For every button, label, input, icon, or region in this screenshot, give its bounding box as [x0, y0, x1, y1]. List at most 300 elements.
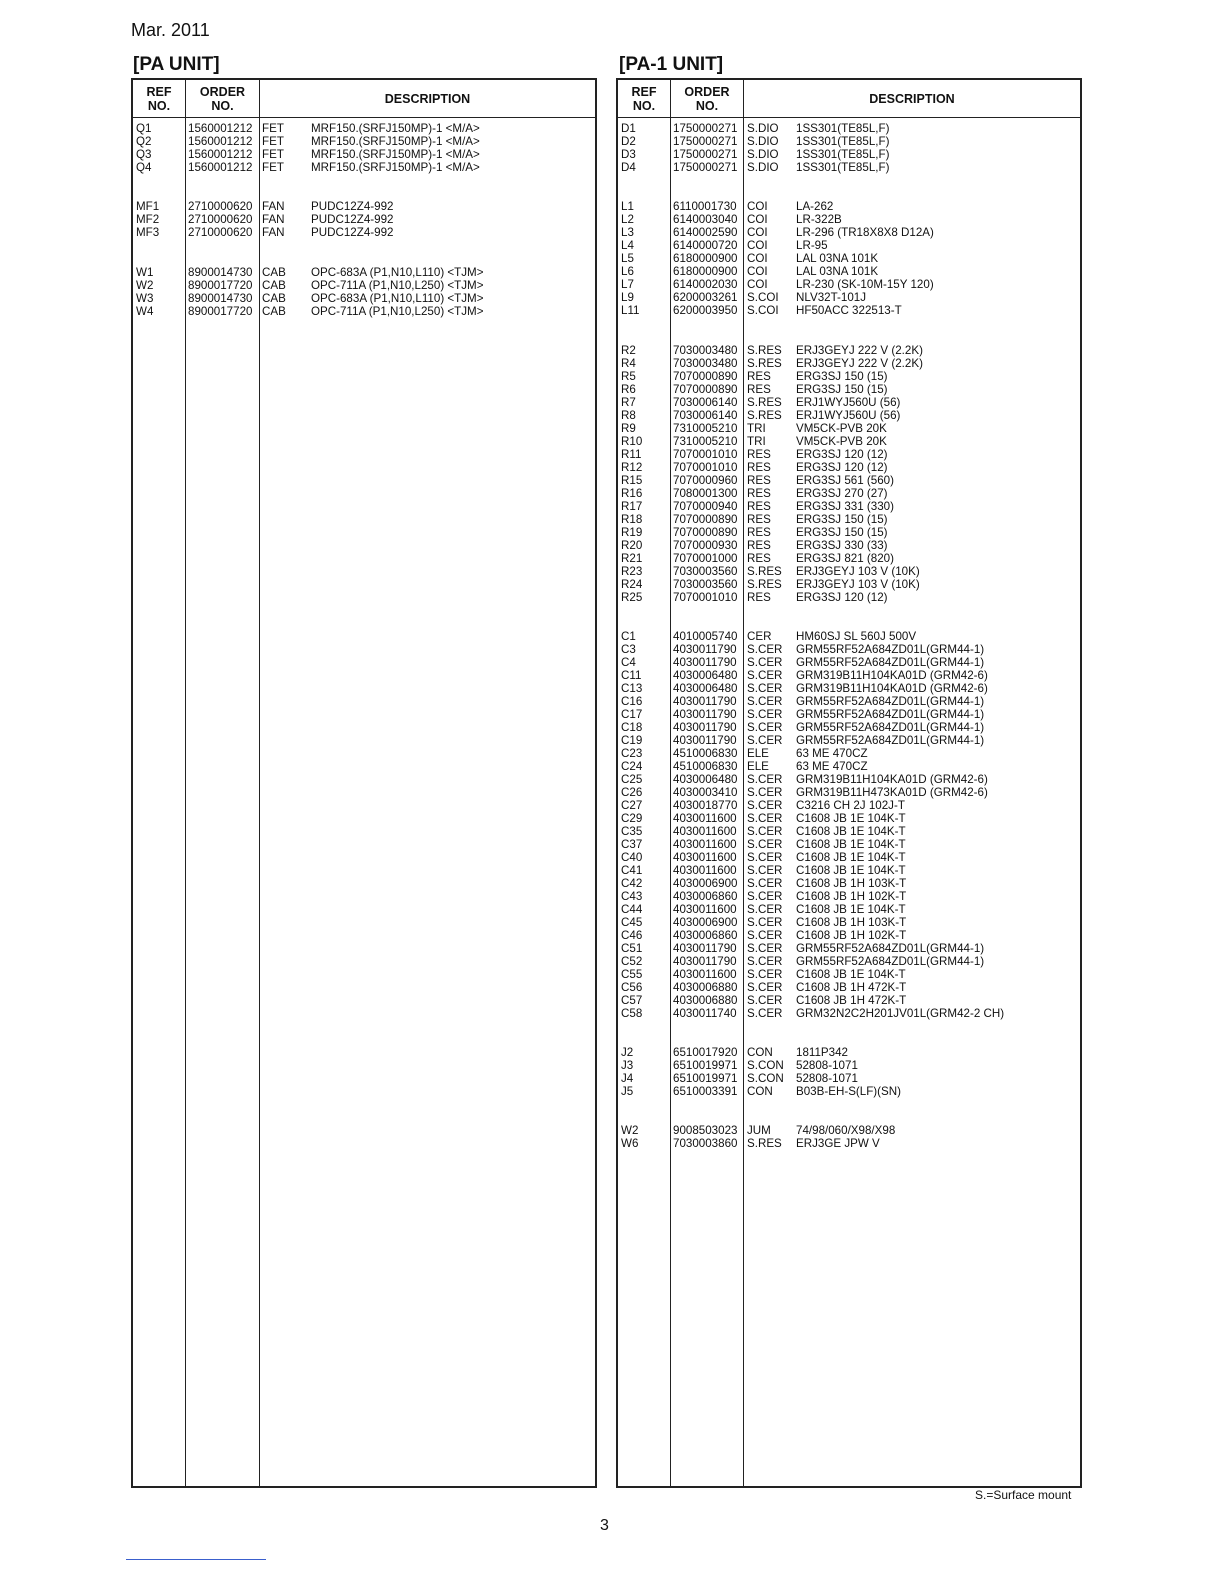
unit-title-pa1: [PA-1 UNIT]: [619, 54, 724, 75]
cell-order: 7070001010: [673, 590, 738, 604]
cell-desc: C1608 JB 1E 104K-T: [796, 837, 906, 851]
cell-ref: R18: [621, 512, 643, 526]
cell-type: RES: [747, 460, 771, 474]
cell-type: S.RES: [747, 343, 782, 357]
cell-type: RES: [747, 538, 771, 552]
cell-desc: NLV32T-101J: [796, 291, 867, 305]
table-row: [133, 148, 595, 161]
table-row: [618, 487, 1080, 500]
cell-order: 7070001010: [673, 447, 738, 461]
cell-ref: L4: [621, 239, 634, 253]
cell-desc: 52808-1071: [796, 1059, 858, 1073]
cell-order: 7030003560: [673, 577, 738, 591]
cell-type: FET: [262, 135, 284, 148]
cell-ref: Q2: [136, 135, 152, 148]
cell-type: FAN: [262, 213, 285, 227]
cell-ref: C27: [621, 798, 643, 812]
cell-ref: C43: [621, 889, 643, 903]
cell-type: FAN: [262, 226, 285, 240]
cell-order: 1560001212: [188, 148, 253, 161]
cell-desc: GRM55RF52A684ZD01L(GRM44-1): [796, 707, 985, 721]
table-row: [618, 461, 1080, 474]
table-rows: [133, 122, 595, 318]
cell-type: COI: [747, 265, 768, 279]
table-row: [618, 773, 1080, 786]
cell-desc: ERG3SJ 120 (12): [796, 460, 888, 474]
cell-type: S.CER: [747, 902, 783, 916]
cell-ref: L2: [621, 213, 634, 227]
cell-desc: HM60SJ SL 560J 500V: [796, 629, 917, 643]
cell-ref: C52: [621, 954, 643, 968]
table-row: [618, 929, 1080, 942]
cell-ref: C11: [621, 668, 642, 682]
table-row: [618, 838, 1080, 851]
cell-ref: W6: [621, 1137, 639, 1151]
cell-ref: C40: [621, 850, 643, 864]
cell-desc: ERJ3GEYJ 222 V (2.2K): [796, 343, 923, 357]
cell-ref: R21: [621, 551, 643, 565]
table-row: [618, 760, 1080, 773]
cell-desc: LAL 03NA 101K: [796, 265, 879, 279]
cell-ref: C4: [621, 655, 636, 669]
cell-type: FAN: [262, 200, 285, 214]
cell-type: S.DIO: [747, 161, 779, 174]
cell-type: RES: [747, 499, 771, 513]
header-ref-no: REF NO.: [631, 84, 657, 113]
cell-ref: C3: [621, 642, 636, 656]
cell-desc: MRF150.(SRFJ150MP)-1 <M/A>: [311, 161, 480, 174]
cell-type: CON: [747, 1085, 773, 1099]
table-row: [618, 1072, 1080, 1085]
cell-type: S.CER: [747, 772, 783, 786]
cell-order: 7070000890: [673, 369, 738, 383]
cell-type: CAB: [262, 265, 286, 279]
cell-desc: PUDC12Z4-992: [311, 200, 394, 214]
cell-desc: LAL 03NA 101K: [796, 252, 879, 266]
cell-type: S.CER: [747, 993, 783, 1007]
table-row: [618, 682, 1080, 695]
table-row: [618, 656, 1080, 669]
cell-order: 7070000890: [673, 512, 738, 526]
cell-type: S.DIO: [747, 148, 779, 161]
cell-order: 6510003391: [673, 1085, 738, 1099]
cell-type: S.COI: [747, 304, 779, 318]
cell-order: 4030011790: [673, 720, 737, 734]
cell-ref: R5: [621, 369, 636, 383]
cell-ref: R25: [621, 590, 643, 604]
cell-desc: VM5CK-PVB 20K: [796, 434, 887, 448]
cell-order: 4030011600: [673, 967, 737, 981]
cell-order: 4030006480: [673, 681, 738, 695]
table-row: [618, 200, 1080, 213]
cell-desc: C3216 CH 2J 102J-T: [796, 798, 905, 812]
cell-desc: ERG3SJ 150 (15): [796, 369, 888, 383]
cell-desc: LR-322B: [796, 213, 842, 227]
table-row: [618, 1124, 1080, 1137]
table-row: [618, 565, 1080, 578]
cell-type: S.CER: [747, 668, 783, 682]
table-row: [133, 305, 595, 318]
table-row: [618, 695, 1080, 708]
table-row: [618, 864, 1080, 877]
table-row: [618, 1007, 1080, 1020]
cell-desc: GRM55RF52A684ZD01L(GRM44-1): [796, 694, 985, 708]
cell-ref: Q1: [136, 122, 152, 135]
cell-order: 1750000271: [673, 135, 738, 148]
table-row: [618, 630, 1080, 643]
cell-order: 4030011600: [673, 850, 737, 864]
cell-ref: L9: [621, 291, 634, 305]
table-row: [618, 448, 1080, 461]
cell-order: 6140002030: [673, 278, 738, 292]
cell-ref: R12: [621, 460, 643, 474]
cell-type: S.CER: [747, 980, 783, 994]
cell-order: 4030006880: [673, 980, 738, 994]
cell-order: 4030006860: [673, 889, 738, 903]
cell-ref: J5: [621, 1085, 634, 1099]
cell-type: S.CER: [747, 1006, 783, 1020]
group-spacer: [133, 239, 595, 265]
table-row: [618, 747, 1080, 760]
cell-ref: J3: [621, 1059, 634, 1073]
cell-desc: MRF150.(SRFJ150MP)-1 <M/A>: [311, 122, 480, 135]
cell-type: S.CON: [747, 1059, 784, 1073]
table-row: [618, 304, 1080, 317]
cell-ref: C44: [621, 902, 643, 916]
cell-order: 7030003860: [673, 1137, 738, 1151]
cell-desc: GRM55RF52A684ZD01L(GRM44-1): [796, 954, 985, 968]
cell-order: 1750000271: [673, 161, 738, 174]
cell-ref: C42: [621, 876, 643, 890]
cell-desc: C1608 JB 1E 104K-T: [796, 902, 906, 916]
cell-desc: 74/98/060/X98/X98: [796, 1124, 896, 1138]
cell-desc: LR-95: [796, 239, 828, 253]
cell-order: 7080001300: [673, 486, 738, 500]
cell-desc: OPC-683A (P1,N10,L110) <TJM>: [311, 265, 484, 279]
cell-order: 6110001730: [673, 200, 737, 214]
cell-ref: R4: [621, 356, 636, 370]
table-row: [618, 942, 1080, 955]
cell-order: 1560001212: [188, 135, 253, 148]
cell-ref: R16: [621, 486, 643, 500]
cell-ref: C29: [621, 811, 643, 825]
table-row: [133, 161, 595, 174]
table-row: [618, 435, 1080, 448]
table-row: [618, 357, 1080, 370]
cell-ref: L7: [621, 278, 634, 292]
cell-order: 4030011790: [673, 655, 737, 669]
cell-type: RES: [747, 525, 771, 539]
cell-order: 4030006860: [673, 928, 738, 942]
cell-type: S.RES: [747, 395, 782, 409]
cell-ref: R24: [621, 577, 643, 591]
cell-type: S.CER: [747, 811, 783, 825]
cell-type: S.CER: [747, 863, 783, 877]
cell-desc: LR-296 (TR18X8X8 D12A): [796, 226, 934, 240]
cell-type: S.CER: [747, 967, 783, 981]
cell-desc: MRF150.(SRFJ150MP)-1 <M/A>: [311, 148, 480, 161]
table-row: [618, 122, 1080, 135]
cell-desc: MRF150.(SRFJ150MP)-1 <M/A>: [311, 135, 480, 148]
cell-ref: Q4: [136, 161, 152, 174]
cell-type: CAB: [262, 291, 286, 305]
cell-ref: L3: [621, 226, 634, 240]
group-spacer: [618, 174, 1080, 200]
cell-ref: C41: [621, 863, 643, 877]
cell-type: S.CER: [747, 720, 783, 734]
page-number: 3: [600, 1517, 609, 1534]
cell-desc: C1608 JB 1H 472K-T: [796, 993, 907, 1007]
cell-desc: C1608 JB 1E 104K-T: [796, 811, 906, 825]
cell-type: COI: [747, 200, 768, 214]
cell-desc: GRM55RF52A684ZD01L(GRM44-1): [796, 642, 985, 656]
cell-desc: ERJ1WYJ560U (56): [796, 408, 901, 422]
cell-type: RES: [747, 473, 771, 487]
cell-desc: GRM319B11H104KA01D (GRM42-6): [796, 668, 988, 682]
cell-ref: J4: [621, 1072, 634, 1086]
cell-order: 2710000620: [188, 200, 253, 214]
cell-desc: ERJ3GEYJ 103 V (10K): [796, 564, 920, 578]
cell-type: FET: [262, 161, 284, 174]
cell-desc: GRM32N2C2H201JV01L(GRM42-2 CH): [796, 1006, 1005, 1020]
table-row: [618, 1137, 1080, 1150]
cell-order: 4030011600: [673, 863, 737, 877]
cell-order: 6140003040: [673, 213, 738, 227]
cell-desc: LR-230 (SK-10M-15Y 120): [796, 278, 934, 292]
cell-ref: C57: [621, 993, 643, 1007]
cell-type: RES: [747, 590, 771, 604]
cell-ref: C37: [621, 837, 643, 851]
cell-order: 8900017720: [188, 278, 253, 292]
cell-ref: R9: [621, 421, 636, 435]
cell-order: 7030003480: [673, 343, 738, 357]
cell-desc: GRM55RF52A684ZD01L(GRM44-1): [796, 655, 985, 669]
cell-order: 1560001212: [188, 122, 253, 135]
cell-type: S.CER: [747, 655, 783, 669]
cell-ref: D3: [621, 148, 636, 161]
cell-desc: GRM319B11H473KA01D (GRM42-6): [796, 785, 988, 799]
cell-order: 4030011600: [673, 824, 737, 838]
cell-ref: C55: [621, 967, 643, 981]
cell-desc: C1608 JB 1H 102K-T: [796, 889, 907, 903]
cell-type: S.RES: [747, 1137, 782, 1151]
cell-type: S.CER: [747, 681, 783, 695]
cell-ref: C18: [621, 720, 643, 734]
cell-type: S.CON: [747, 1072, 784, 1086]
table-row: [133, 266, 595, 279]
cell-order: 7070001000: [673, 551, 738, 565]
table-row: [618, 252, 1080, 265]
table-row: [618, 851, 1080, 864]
cell-ref: L5: [621, 252, 634, 266]
cell-type: JUM: [747, 1124, 771, 1138]
cell-desc: 63 ME 470CZ: [796, 746, 868, 760]
cell-order: 4030011740: [673, 1006, 737, 1020]
cell-order: 7070001010: [673, 460, 738, 474]
cell-order: 4010005740: [673, 629, 738, 643]
table-row: [618, 422, 1080, 435]
cell-ref: R19: [621, 525, 643, 539]
cell-desc: ERG3SJ 120 (12): [796, 447, 888, 461]
cell-ref: MF2: [136, 213, 160, 227]
cell-type: COI: [747, 239, 768, 253]
cell-ref: R15: [621, 473, 643, 487]
cell-order: 4030006880: [673, 993, 738, 1007]
cell-desc: 52808-1071: [796, 1072, 858, 1086]
cell-order: 7030003560: [673, 564, 738, 578]
table-row: [618, 955, 1080, 968]
cell-type: S.CER: [747, 954, 783, 968]
table-row: [618, 591, 1080, 604]
cell-type: S.RES: [747, 564, 782, 578]
cell-order: 4030011790: [673, 642, 737, 656]
cell-type: COI: [747, 278, 768, 292]
cell-order: 6180000900: [673, 265, 738, 279]
cell-order: 4030006900: [673, 915, 738, 929]
cell-type: FET: [262, 148, 284, 161]
cell-order: 4030011790: [673, 707, 737, 721]
cell-desc: ERG3SJ 120 (12): [796, 590, 888, 604]
header-order-no: ORDER NO.: [199, 84, 246, 113]
cell-desc: ERG3SJ 150 (15): [796, 382, 888, 396]
cell-type: S.CER: [747, 707, 783, 721]
cell-order: 1750000271: [673, 148, 738, 161]
cell-order: 1560001212: [188, 161, 253, 174]
table-row: [618, 578, 1080, 591]
cell-order: 6200003261: [673, 291, 738, 305]
cell-ref: L1: [621, 200, 634, 214]
cell-order: 7030006140: [673, 395, 738, 409]
cell-desc: ERG3SJ 330 (33): [796, 538, 888, 552]
cell-desc: ERG3SJ 150 (15): [796, 512, 888, 526]
cell-desc: 1SS301(TE85L,F): [796, 161, 890, 174]
cell-desc: GRM319B11H104KA01D (GRM42-6): [796, 772, 988, 786]
cell-type: S.CER: [747, 837, 783, 851]
table-row: [618, 383, 1080, 396]
cell-order: 7070000960: [673, 473, 738, 487]
table-row: [618, 643, 1080, 656]
cell-type: ELE: [747, 746, 769, 760]
cell-ref: C45: [621, 915, 643, 929]
table-row: [618, 1059, 1080, 1072]
cell-ref: C56: [621, 980, 643, 994]
cell-ref: W1: [136, 265, 154, 279]
cell-desc: PUDC12Z4-992: [311, 226, 394, 240]
table-row: [618, 721, 1080, 734]
cell-order: 7030003480: [673, 356, 738, 370]
table-row: [618, 226, 1080, 239]
header-description: DESCRIPTION: [869, 91, 955, 106]
cell-ref: R23: [621, 564, 643, 578]
cell-desc: GRM55RF52A684ZD01L(GRM44-1): [796, 720, 985, 734]
cell-type: S.CER: [747, 889, 783, 903]
table-row: [618, 799, 1080, 812]
table-row: [618, 239, 1080, 252]
cell-desc: ERJ1WYJ560U (56): [796, 395, 901, 409]
cell-ref: R6: [621, 382, 636, 396]
footer-rule: [126, 1559, 266, 1560]
table-row: [618, 669, 1080, 682]
cell-order: 7070000930: [673, 538, 738, 552]
cell-order: 6200003950: [673, 304, 738, 318]
cell-type: CAB: [262, 304, 286, 318]
cell-ref: Q3: [136, 148, 152, 161]
cell-desc: C1608 JB 1E 104K-T: [796, 863, 906, 877]
cell-desc: OPC-711A (P1,N10,L250) <TJM>: [311, 278, 484, 292]
cell-desc: C1608 JB 1E 104K-T: [796, 824, 906, 838]
cell-ref: C13: [621, 681, 643, 695]
cell-type: RES: [747, 486, 771, 500]
table-row: [618, 513, 1080, 526]
cell-order: 9008503023: [673, 1124, 738, 1138]
cell-order: 2710000620: [188, 226, 253, 240]
cell-ref: C26: [621, 785, 643, 799]
cell-order: 4510006830: [673, 746, 738, 760]
cell-type: S.COI: [747, 291, 779, 305]
cell-ref: L6: [621, 265, 634, 279]
cell-order: 7070000940: [673, 499, 738, 513]
cell-order: 6140000720: [673, 239, 738, 253]
table-row: [618, 409, 1080, 422]
cell-desc: 1SS301(TE85L,F): [796, 122, 890, 135]
table-row: [618, 148, 1080, 161]
cell-desc: OPC-683A (P1,N10,L110) <TJM>: [311, 291, 484, 305]
cell-ref: C24: [621, 759, 643, 773]
cell-order: 4030011790: [673, 941, 737, 955]
cell-order: 8900017720: [188, 304, 253, 318]
cell-order: 7310005210: [673, 434, 738, 448]
cell-desc: GRM55RF52A684ZD01L(GRM44-1): [796, 941, 985, 955]
cell-order: 4510006830: [673, 759, 738, 773]
cell-ref: J2: [621, 1046, 634, 1060]
cell-ref: C17: [621, 707, 643, 721]
cell-desc: GRM319B11H104KA01D (GRM42-6): [796, 681, 988, 695]
cell-ref: W3: [136, 291, 154, 305]
table-row: [618, 500, 1080, 513]
cell-type: S.CER: [747, 642, 783, 656]
table-row: [618, 344, 1080, 357]
cell-type: CER: [747, 629, 772, 643]
table-row: [618, 1046, 1080, 1059]
table-row: [133, 135, 595, 148]
table-rows: [618, 122, 1080, 1150]
group-spacer: [618, 604, 1080, 630]
group-spacer: [618, 317, 1080, 343]
cell-ref: C35: [621, 824, 643, 838]
cell-ref: C1: [621, 629, 636, 643]
table-row: [133, 292, 595, 305]
cell-ref: R2: [621, 343, 636, 357]
cell-order: 8900014730: [188, 265, 253, 279]
table-row: [618, 890, 1080, 903]
cell-desc: ERJ3GE JPW V: [796, 1137, 880, 1151]
cell-type: RES: [747, 369, 771, 383]
cell-order: 7070000890: [673, 525, 738, 539]
cell-type: S.CER: [747, 876, 783, 890]
cell-order: 4030011600: [673, 837, 737, 851]
cell-type: FET: [262, 122, 284, 135]
cell-desc: ERJ3GEYJ 222 V (2.2K): [796, 356, 923, 370]
cell-order: 6140002590: [673, 226, 738, 240]
cell-order: 4030006900: [673, 876, 738, 890]
date-header: Mar. 2011: [131, 20, 210, 40]
cell-ref: R8: [621, 408, 636, 422]
table-row: [618, 877, 1080, 890]
cell-type: CON: [747, 1046, 773, 1060]
cell-desc: C1608 JB 1H 102K-T: [796, 928, 907, 942]
header-ref-no: REF NO.: [146, 84, 172, 113]
cell-type: S.RES: [747, 356, 782, 370]
